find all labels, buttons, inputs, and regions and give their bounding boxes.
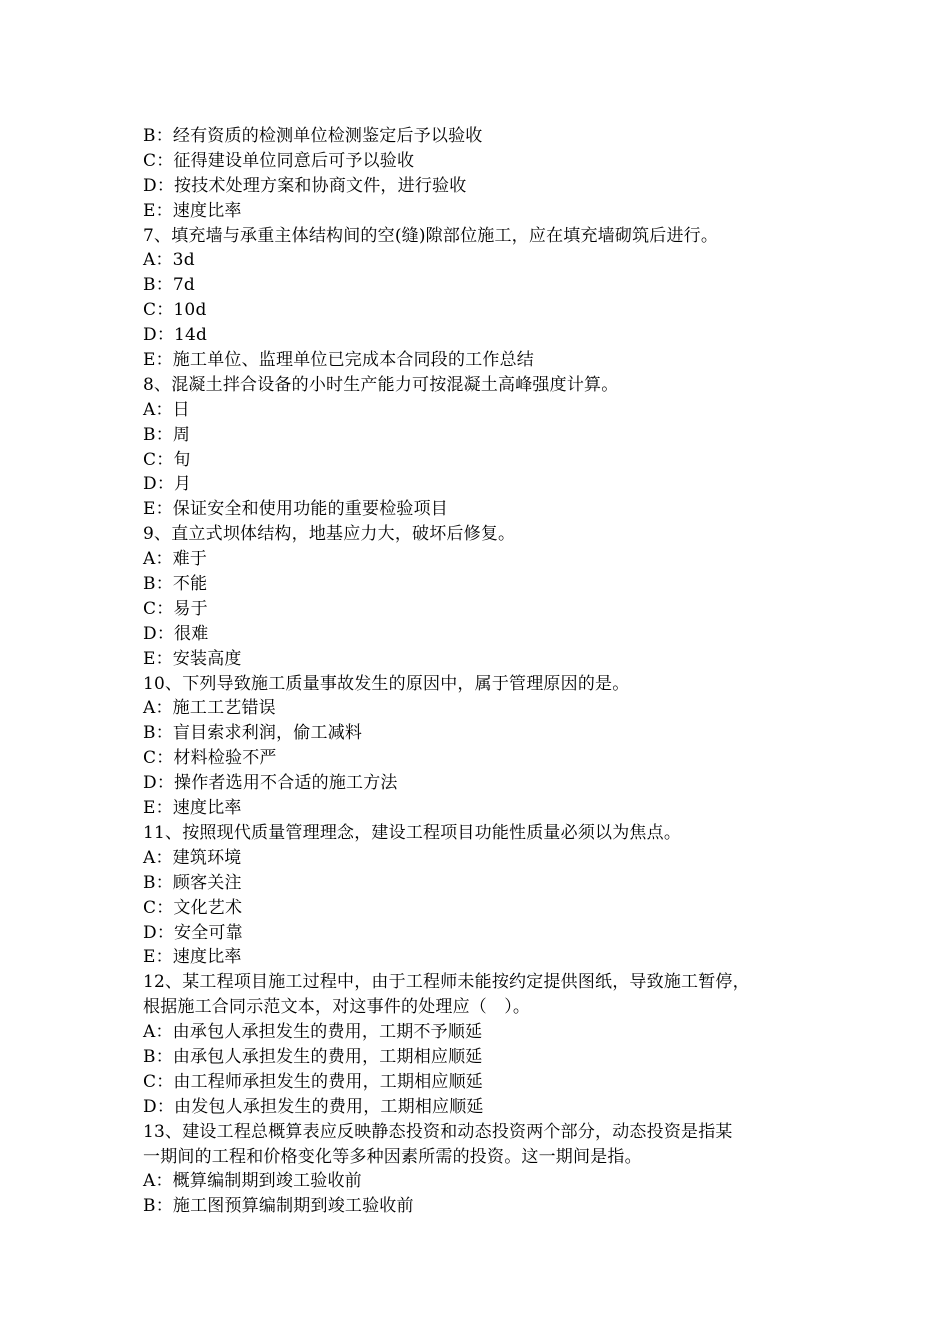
text-line: E：安装高度: [143, 648, 242, 669]
text-line: E：速度比率: [143, 798, 242, 819]
text-line: B：施工图预算编制期到竣工验收前: [143, 1196, 414, 1217]
question-13: 13、建设工程总概算表应反映静态投资和动态投资两个部分，动态投资是指某: [143, 1121, 733, 1142]
question-8: 8、混凝土拌合设备的小时生产能力可按混凝土高峰强度计算。: [143, 374, 619, 395]
text-line: B：不能: [143, 574, 208, 595]
question-10: 10、下列导致施工质量事故发生的原因中，属于管理原因的是。: [143, 673, 630, 694]
text-line: C：易于: [143, 598, 208, 619]
text-line: A：由承包人承担发生的费用，工期不予顺延: [143, 1022, 483, 1043]
text-line: A：概算编制期到竣工验收前: [143, 1171, 362, 1192]
text-line: D：由发包人承担发生的费用，工期相应顺延: [143, 1096, 484, 1117]
text-line: C：文化艺术: [143, 897, 243, 918]
text-line: D：安全可靠: [143, 922, 243, 943]
question-7: 7、填充墙与承重主体结构间的空(缝)隙部位施工，应在填充墙砌筑后进行。: [143, 225, 719, 246]
text-line: D：很难: [143, 623, 209, 644]
text-line: B：周: [143, 424, 191, 445]
text-line: 根据施工合同示范文本，对这事件的处理应（ ）。: [143, 997, 531, 1018]
text-line: D：月: [143, 474, 192, 495]
document-text: [143, 124, 833, 1219]
text-line: C：征得建设单位同意后可予以验收: [143, 150, 415, 171]
text-line: B：盲目索求利润，偷工减料: [143, 723, 363, 744]
question-9: 9、直立式坝体结构，地基应力大，破坏后修复。: [143, 524, 516, 545]
text-line: C：由工程师承担发生的费用，工期相应顺延: [143, 1071, 484, 1092]
text-line: D：14d: [143, 325, 208, 346]
text-line: A：难于: [143, 549, 208, 570]
text-line: 一期间的工程和价格变化等多种因素所需的投资。这一期间是指。: [143, 1146, 642, 1167]
text-line: B：顾客关注: [143, 872, 242, 893]
text-line: B：经有资质的检测单位检测鉴定后予以验收: [143, 126, 483, 146]
text-line: C：旬: [143, 449, 191, 470]
text-line: E：速度比率: [143, 200, 242, 221]
text-line: A：施工工艺错误: [143, 698, 276, 719]
text-line: C：材料检验不严: [143, 748, 277, 769]
text-line: D：操作者选用不合适的施工方法: [143, 773, 398, 794]
text-line: B：7d: [143, 275, 195, 296]
text-line: D：按技术处理方案和协商文件，进行验收: [143, 175, 467, 196]
text-line: A：日: [143, 399, 190, 420]
text-line: E：保证安全和使用功能的重要检验项目: [143, 499, 449, 520]
question-12: 12、某工程项目施工过程中，由于工程师未能按约定提供图纸，导致施工暂停，: [143, 972, 750, 993]
text-line: C：10d: [143, 300, 207, 321]
text-line: E：速度比率: [143, 947, 242, 968]
text-line: A：建筑环境: [143, 847, 242, 868]
text-line: E：施工单位、监理单位已完成本合同段的工作总结: [143, 350, 535, 371]
text-line: A：3d: [143, 250, 195, 271]
question-11: 11、按照现代质量管理理念，建设工程项目功能性质量必须以为焦点。: [143, 822, 682, 843]
text-line: B：由承包人承担发生的费用，工期相应顺延: [143, 1046, 483, 1067]
